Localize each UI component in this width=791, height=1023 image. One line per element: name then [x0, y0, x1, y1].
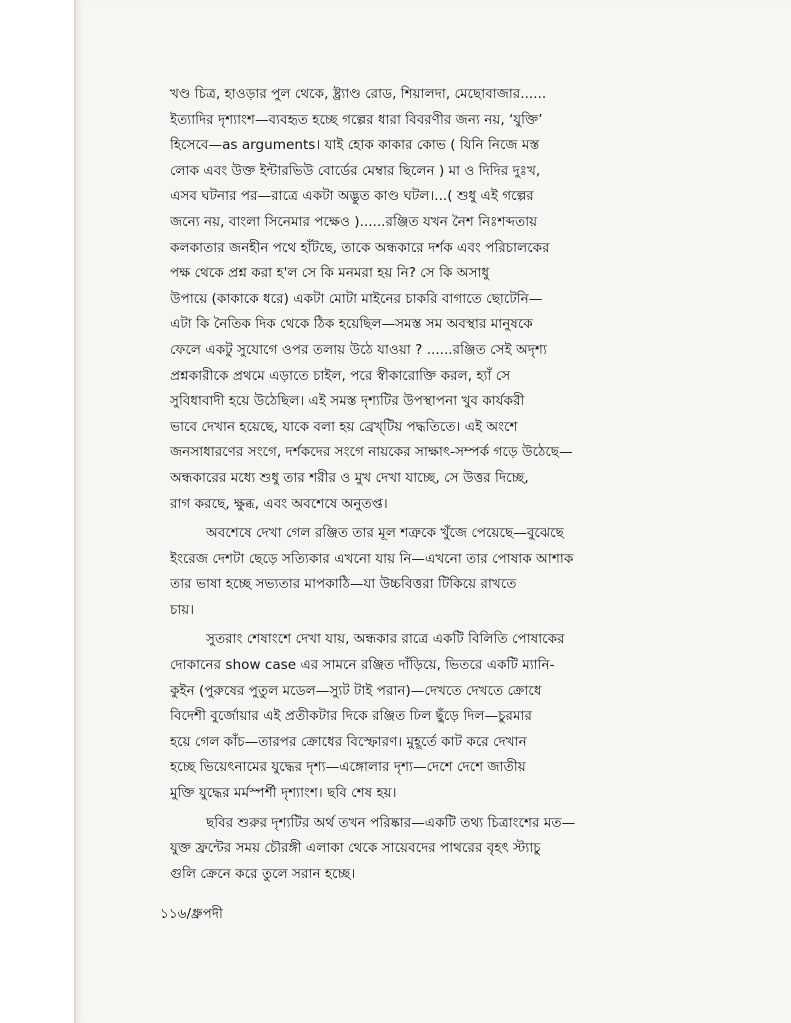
page-number-label: ১১৬/ধ্রুপদী: [160, 906, 223, 922]
text-line: দোকানের show case এর সামনে রঞ্জিত দাঁড়িয়ে, ভিতরে একটি ম্যানি-: [170, 657, 555, 674]
text-line: হচ্ছে ভিয়েৎনামের যুদ্ধের দৃশ্য—এঙ্গোলার দৃশ্য—দেশে দেশে জাতীয়: [170, 759, 526, 776]
text-line: জন্যে নয়, বাংলা সিনেমার পক্ষেও )......রঞ্জিত যখন নৈশ নিঃশব্দতায়: [170, 213, 538, 230]
text-line: সুবিধাবাদী হয়ে উঠেছিল। এই সমস্ত দৃশ্যটির উপস্থাপনা খুব কার্যকরী: [170, 393, 525, 410]
text-line: লোক এবং উক্ত ইন্টারভিউ বোর্ডের মেম্বার ছিলেন ) মা ও দিদির দুঃখ,: [170, 162, 541, 179]
text-line: মুক্তি যুদ্ধের মর্মস্পর্শী দৃশ্যাংশ। ছবি শেষ হয়।: [170, 785, 397, 802]
text-line: যুক্ত ফ্রন্টের সময় চৌরঙ্গী এলাকা থেকে সায়েবদের পাথরের বৃহৎ স্ট্যাচু: [170, 840, 541, 857]
text-line: তার ভাষা হচ্ছে সভ্যতার মাপকাঠি—যা উচ্চবিত্তরা টিকিয়ে রাখতে: [170, 576, 517, 593]
page-footer: [160, 904, 223, 924]
text-line: কুইন (পুরুষের পুতুল মডেল—স্যুট টাই পরান)—দেখতে দেখতে ক্রোধে: [170, 682, 542, 699]
paragraph: [170, 82, 690, 517]
text-line: প্রশ্নকারীকে প্রথমে এড়াতে চাইল, পরে স্বীকারোক্তি করল, হ্যাঁ সে: [170, 367, 511, 384]
text-line: জনসাধারণের সংগে, দর্শকদের সংগে নায়কের সাক্ষাৎ-সম্পর্ক গড়ে উঠেছে—: [170, 444, 573, 461]
text-line: ফেলে একটু সুযোগে ওপর তলায় উঠে যাওয়া ? ......রঞ্জিত সেই অদৃশ্য: [170, 341, 547, 358]
text-line: এটা কি নৈতিক দিক থেকে ঠিক হয়েছিল—সমস্ত সম অবস্থার মানুষকে: [170, 316, 533, 333]
paragraph: [170, 521, 690, 623]
text-line: অন্ধকারের মধ্যে শুধু তার শরীর ও মুখ দেখা যাচ্ছে, সে উত্তর দিচ্ছে,: [170, 469, 529, 486]
text-line: ছবির শুরুর দৃশ্যটির অর্থ তখন পরিষ্কার—একটি তথ্য চিত্রাংশের মত—: [206, 814, 576, 831]
text-line: ভাবে দেখান হয়েছে, যাকে বলা হয় ব্রেখ্‌টিয় পদ্ধতিতে। এই অংশে: [170, 418, 518, 435]
text-line: ইত্যাদির দৃশ্যাংশ—ব্যবহৃত হচ্ছে গল্পের ধারা বিবরণীর জন্য নয়, ‘যুক্তি’: [170, 111, 543, 128]
text-line: ইংরেজ দেশটা ছেড়ে সত্যিকার এখনো যায় নি—এখনো তার পোষাক আশাক: [170, 550, 574, 567]
paragraph: [170, 811, 690, 888]
text-line: হিসেবে—as arguments। যাই হোক কাকার কোভ ( যিনি নিজে মস্ত: [170, 137, 540, 154]
text-line: উপায়ে (কাকাকে ধরে) একটা মোটা মাইনের চাকরি বাগাতে ছোটেনি—: [170, 290, 543, 307]
text-line: অবশেষে দেখা গেল রঞ্জিত তার মূল শত্রুকে খুঁজে পেয়েছে—বুঝেছে: [206, 525, 564, 542]
text-line: খণ্ড চিত্র, হাওড়ার পুল থেকে, ষ্ট্র্যাণ্ড রোড, শিয়ালদা, মেছোবাজার......: [170, 86, 547, 102]
text-line: এসব ঘটনার পর—রাত্রে একটা অদ্ভুত কাণ্ড ঘটল।...( শুধু এই গল্পের: [170, 188, 534, 205]
article-body: [170, 82, 690, 887]
text-line: বিদেশী বুর্জোয়ার এই প্রতীকটার দিকে রঞ্জিত ঢিল ছুঁড়ে দিল—চুরমার: [170, 708, 532, 725]
text-line: কলকাতার জনহীন পথে হাঁটছে, তাকে অন্ধকারে দর্শক এবং পরিচালকের: [170, 239, 550, 256]
text-line: রাগ করছে, ক্ষুব্ধ, এবং অবশেষে অনুতপ্ত।: [170, 495, 388, 512]
text-line: হয়ে গেল কাঁচ—তারপর ক্রোধের বিস্ফোরণ। মুহূর্তে কাট করে দেখান: [170, 733, 527, 750]
text-line: গুলি ক্রেনে করে তুলে সরান হচ্ছে।: [170, 865, 356, 882]
text-line: সুতরাং শেষাংশে দেখা যায়, অন্ধকার রাত্রে একটি বিলিতি পোষাকের: [206, 631, 565, 648]
paragraph: [170, 627, 690, 806]
text-line: চায়।: [170, 601, 195, 618]
text-line: পক্ষ থেকে প্রশ্ন করা হ'ল সে কি মনমরা হয় নি? সে কি অসাধু: [170, 265, 490, 282]
